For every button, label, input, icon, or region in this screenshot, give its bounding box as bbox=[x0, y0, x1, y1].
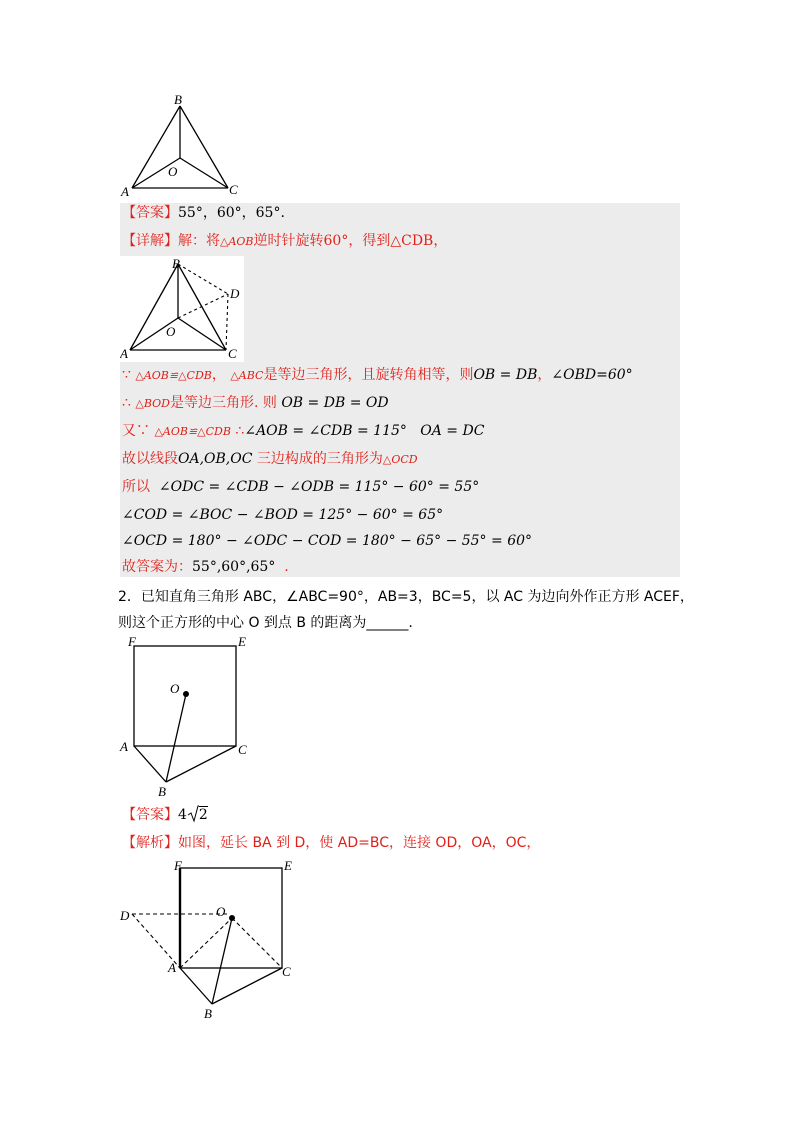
label-b: B bbox=[158, 784, 166, 799]
label-o: O bbox=[166, 324, 176, 339]
question-2-line-1: 2．已知直角三角形 ABC，∠ABC=90°，AB=3，BC=5，以 AC 为边向外作正方形 ACEF， bbox=[118, 589, 694, 605]
label-f: F bbox=[174, 858, 182, 873]
figure-square-extended bbox=[116, 858, 302, 1024]
label-c: C bbox=[238, 742, 247, 757]
figure-triangle-abo bbox=[118, 92, 246, 200]
answer-2: 【答案】4 2 bbox=[122, 807, 208, 823]
label-c: C bbox=[228, 346, 237, 361]
label-o: O bbox=[170, 681, 180, 696]
answer-1: 【答案】55°，60°，65°. bbox=[122, 205, 285, 221]
label-a: A bbox=[120, 739, 128, 754]
step-1: ∵ △AOB≌△CDB， △ABC是等边三角形，且旋转角相等，则OB = DB，∠OBD=60° bbox=[122, 367, 633, 383]
label-f: F bbox=[128, 634, 136, 649]
label-o: O bbox=[168, 164, 178, 179]
step-7: ∠OCD = 180° − ∠ODC − COD = 180° − 65° − 55° = 60° bbox=[122, 533, 533, 549]
label-c: C bbox=[282, 964, 291, 979]
label-b: B bbox=[172, 256, 180, 271]
detail-1: 【详解】解：将△AOB逆时针旋转60°，得到△CDB， bbox=[122, 233, 448, 249]
label-b: B bbox=[204, 1006, 212, 1021]
label-d: D bbox=[230, 286, 240, 301]
label-e: E bbox=[284, 858, 292, 873]
question-2-line-2: 则这个正方形的中心 O 到点 B 的距离为______. bbox=[118, 615, 413, 631]
label-e: E bbox=[238, 634, 246, 649]
label-a: A bbox=[120, 346, 128, 361]
figure-square-acef bbox=[118, 634, 258, 800]
step-8: 故答案为：55°,60°,65° . bbox=[122, 559, 289, 575]
label-b: B bbox=[174, 92, 182, 107]
step-2: ∴ △BOD是等边三角形. 则 OB = DB = OD bbox=[122, 395, 389, 411]
label-c: C bbox=[229, 182, 238, 197]
label-d: D bbox=[120, 908, 130, 923]
explanation-2: 【解析】如图，延长 BA 到 D，使 AD=BC，连接 OD，OA，OC， bbox=[122, 835, 541, 851]
figure-triangle-rotation bbox=[120, 256, 244, 362]
label-a: A bbox=[168, 960, 176, 975]
step-5: 所以 ∠ODC = ∠CDB − ∠ODB = 115° − 60° = 55° bbox=[122, 479, 480, 495]
step-3: 又∵ △AOB≌△CDB ∴∠AOB = ∠CDB = 115° OA = DC bbox=[122, 423, 485, 439]
label-a: A bbox=[121, 184, 129, 199]
sqrt-radical-icon bbox=[187, 805, 199, 823]
label-o: O bbox=[216, 904, 226, 919]
step-4: 故以线段OA,OB,OC 三边构成的三角形为△OCD bbox=[122, 451, 418, 467]
step-6: ∠COD = ∠BOC − ∠BOD = 125° − 60° = 65° bbox=[122, 507, 444, 523]
